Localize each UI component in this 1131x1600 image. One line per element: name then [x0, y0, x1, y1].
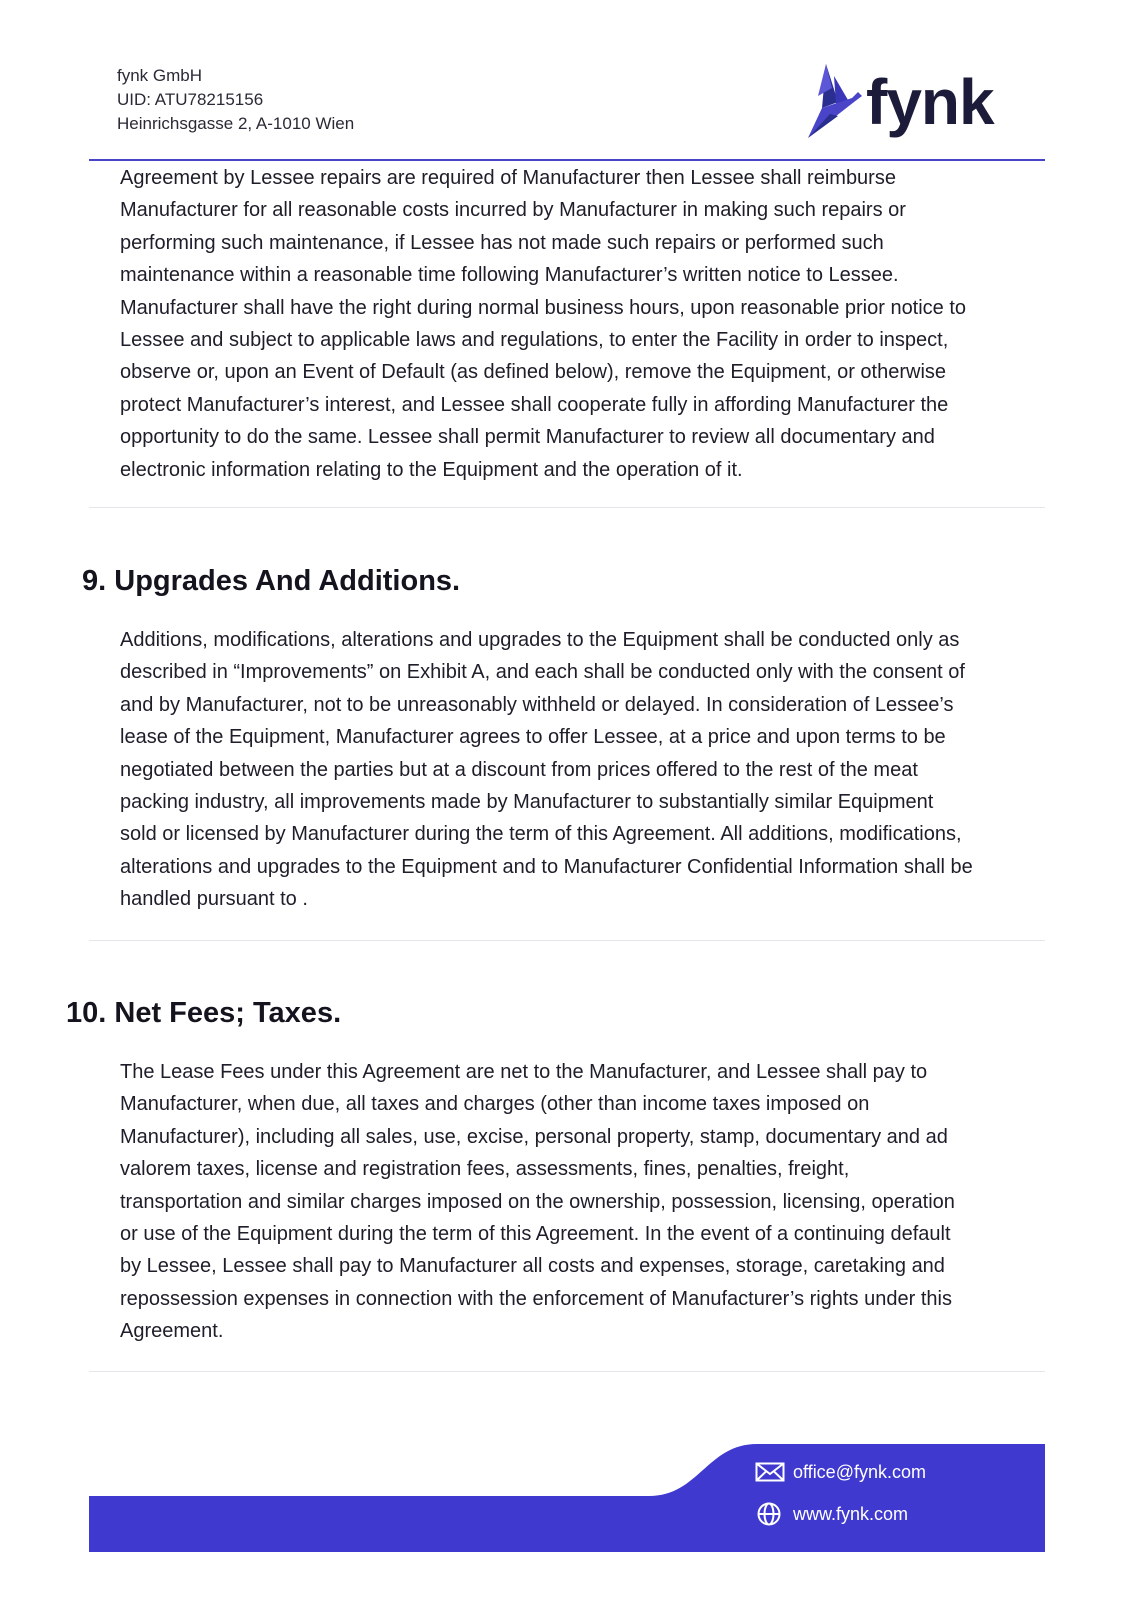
intro-text-line: opportunity to do the same. Lessee shall permit Manufacturer to review all documentary and [120, 426, 935, 449]
intro-text-line: Lessee and subject to applicable laws and regulations, to enter the Facility in order to inspect, [120, 329, 949, 352]
section-10-text-line: repossession expenses in connection with the enforcement of Manufacturer’s rights under this [120, 1287, 952, 1310]
company-address: Heinrichsgasse 2, A-1010 Wien [117, 114, 355, 133]
section-10-text-line: Agreement. [120, 1320, 224, 1343]
section-10-text-line: The Lease Fees under this Agreement are net to the Manufacturer, and Lessee shall pay to [120, 1061, 928, 1083]
intro-text-line: Manufacturer shall have the right during normal business hours, upon reasonable prior notice to [120, 296, 967, 319]
company-name: fynk GmbH [117, 66, 203, 85]
globe-icon [755, 1502, 785, 1526]
intro-text-line: protect Manufacturer’s interest, and Lessee shall cooperate fully in affording Manufacturer the [120, 393, 949, 416]
section-9-number: 9. [82, 565, 107, 597]
section-9-body [120, 624, 1050, 916]
section-divider [89, 940, 1045, 941]
fynk-logo [808, 62, 1008, 144]
section-9-text-line: and by Manufacturer, not to be unreasonably withheld or delayed. In consideration of Lessee’s [120, 693, 954, 716]
website-text: www.fynk.com [793, 1503, 909, 1524]
section-9-text-line: alterations and upgrades to the Equipment and to Manufacturer Confidential Information shall be [120, 855, 973, 878]
section-10-number: 10. [66, 997, 107, 1029]
footer-email[interactable] [755, 1460, 926, 1484]
section-9-text-line: packing industry, all improvements made by Manufacturer to substantially similar Equipment [120, 791, 934, 814]
header-divider [89, 159, 1045, 161]
intro-text-line: Manufacturer for all reasonable costs incurred by Manufacturer in making such repairs or [120, 199, 906, 222]
section-9-text-line: handled pursuant to . [120, 888, 308, 911]
section-10-heading [66, 997, 341, 1030]
intro-text-line: maintenance within a reasonable time following Manufacturer’s written notice to Lessee. [120, 264, 899, 287]
page-footer [89, 1444, 1045, 1552]
intro-text-line: electronic information relating to the Equipment and the operation of it. [120, 458, 743, 481]
company-info [117, 64, 354, 136]
section-9-text-line: lease of the Equipment, Manufacturer agrees to offer Lessee, at a price and upon terms to be [120, 726, 946, 749]
intro-text-line: performing such maintenance, if Lessee has not made such repairs or performed such [120, 231, 884, 254]
page-header [0, 0, 1131, 162]
intro-paragraph [120, 162, 1050, 486]
company-uid: UID: ATU78215156 [117, 90, 264, 109]
section-10-text-line: or use of the Equipment during the term of this Agreement. In the event of a continuing default [120, 1223, 951, 1246]
section-10-text-line: valorem taxes, license and registration fees, assessments, fines, penalties, freight, [120, 1158, 850, 1181]
logo-wordmark: fynk [866, 66, 994, 138]
section-9-text-line: Additions, modifications, alterations and upgrades to the Equipment shall be conducted only as [120, 629, 960, 651]
section-9-text-line: negotiated between the parties but at a discount from prices offered to the rest of the meat [120, 758, 918, 781]
section-10-text-line: Manufacturer), including all sales, use, excise, personal property, stamp, documentary and ad [120, 1125, 948, 1148]
section-divider [89, 507, 1045, 508]
section-9-title: Upgrades And Additions. [114, 565, 461, 597]
intro-text-line: Agreement by Lessee repairs are required of Manufacturer then Lessee shall reimburse [120, 167, 896, 189]
section-9-text-line: sold or licensed by Manufacturer during the term of this Agreement. All additions, modifications, [120, 823, 962, 846]
intro-text-line: observe or, upon an Event of Default (as defined below), remove the Equipment, or otherwise [120, 361, 947, 384]
mail-icon [755, 1460, 785, 1484]
section-9-text-line: described in “Improvements” on Exhibit A, and each shall be conducted only with the consent of [120, 661, 965, 684]
section-9-heading [82, 565, 460, 598]
section-10-text-line: by Lessee, Lessee shall pay to Manufacturer all costs and expenses, storage, caretaking and [120, 1255, 945, 1278]
footer-website[interactable] [755, 1502, 908, 1526]
section-10-text-line: Manufacturer, when due, all taxes and charges (other than income taxes imposed on [120, 1093, 870, 1116]
section-10-text-line: transportation and similar charges imposed on the ownership, possession, licensing, operation [120, 1190, 955, 1213]
bird-logo-icon [808, 62, 868, 144]
section-divider [89, 1371, 1045, 1372]
email-text: office@fynk.com [793, 1461, 926, 1482]
section-10-title: Net Fees; Taxes. [114, 997, 342, 1029]
section-10-body [120, 1056, 1050, 1348]
